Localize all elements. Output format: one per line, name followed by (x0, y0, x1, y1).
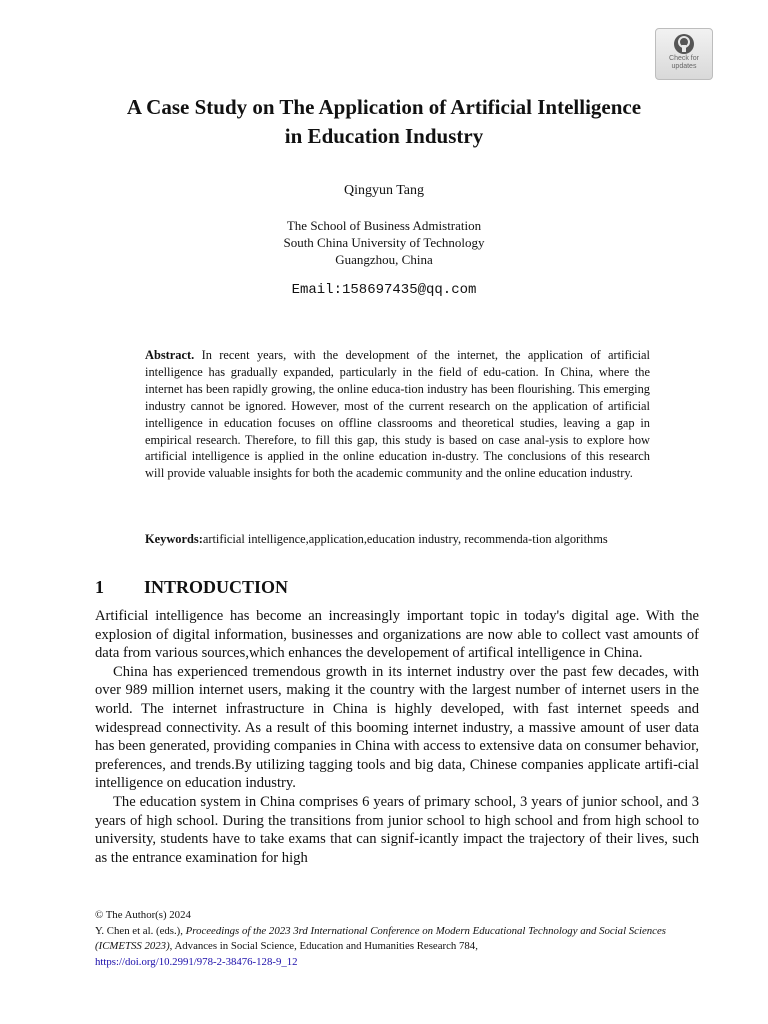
crossmark-icon (673, 33, 695, 55)
doi-link[interactable]: https://doi.org/10.2991/978-2-38476-128-9_12 (95, 955, 298, 968)
section-number: 1 (95, 577, 104, 597)
copyright-line: © The Author(s) 2024 (95, 909, 191, 921)
introduction-body (95, 607, 699, 867)
affiliation (0, 217, 768, 268)
abstract-label: Abstract. (145, 348, 195, 362)
editors: Y. Chen et al. (eds.), (95, 924, 183, 937)
check-for-updates-badge[interactable] (655, 28, 713, 80)
title-line-1: A Case Study on The Application of Artificial Intelligence (126, 95, 642, 119)
paragraph: China has experienced tremendous growth in its internet industry over the past few decades, with over 989 million internet users, making it the country with the largest number of internet users in the world. The internet infrastructure in China is highly developed, with fast internet speeds and widespread connectivity. As a result of this booming internet industry, a massive amount of user data has been generated, providing companies in China with access to extensive data on consumer behavior, preferences, and trends.By utilizing tagging tools and big data, Chinese companies applicate artifi-cial intelligence on education industry. (95, 663, 699, 792)
citation (95, 924, 715, 955)
footnote (95, 908, 715, 970)
proceedings-title: Proceedings of the 2023 3rd International Conference on Modern Educational Technology and Social Sciences (ICMETSS 2023) (95, 924, 666, 952)
badge-label-line1: Check for (669, 55, 699, 62)
paper-title (40, 93, 728, 151)
badge-label-line2: updates (671, 63, 697, 70)
author-email: Email:158697435@qq.com (291, 282, 477, 298)
abstract-text: In recent years, with the development of the internet, the application of artificial intelligence has gradually expanded, particularly in the field of edu-cation. In China, where the internet has been rapidly growing, the online educa-tion industry has been flourishing. This emerging industry cannot be ignored. However, most of the current research on the application of artificial intelligence in education focuses on offline classrooms and theoretical studies, leaving a gap in empirical research. Therefore, to fill this gap, this study is based on case anal-ysis to explore how artificial intelligence is applied in the online education in-dustry. The conclusions of this research will provide valuable insights for both the academic community and the online education industry. (145, 348, 650, 481)
series-info: , Advances in Social Science, Education and Humanities Research 784, (169, 940, 478, 952)
keywords-label: Keywords: (145, 532, 203, 546)
section-heading (95, 577, 288, 598)
title-line-2: in Education Industry (284, 124, 484, 148)
affiliation-line: South China University of Technology (283, 235, 485, 250)
abstract (145, 347, 650, 482)
affiliation-line: The School of Business Admistration (286, 218, 482, 233)
keywords-text: artificial intelligence,application,education industry, recommenda-tion algorithms (202, 532, 608, 546)
keywords (145, 531, 650, 548)
author-name: Qingyun Tang (343, 183, 425, 198)
paragraph: Artificial intelligence has become an increasingly important topic in today's digital age. With the explosion of digital information, businesses and organizations are now able to collect vast amounts of data from various sources,which enhances the developement of artifical intelligence in China. (95, 608, 699, 662)
section-title: INTRODUCTION (144, 577, 289, 597)
affiliation-line: Guangzhou, China (335, 252, 433, 267)
paragraph: The education system in China comprises 6 years of primary school, 3 years of junior school, and 3 years of high school. During the transitions from junior school to high school and from high school to university, students have to take exams that can signif-icantly impact the trajectory of their lives, such as the entrance examination for high (95, 793, 699, 866)
